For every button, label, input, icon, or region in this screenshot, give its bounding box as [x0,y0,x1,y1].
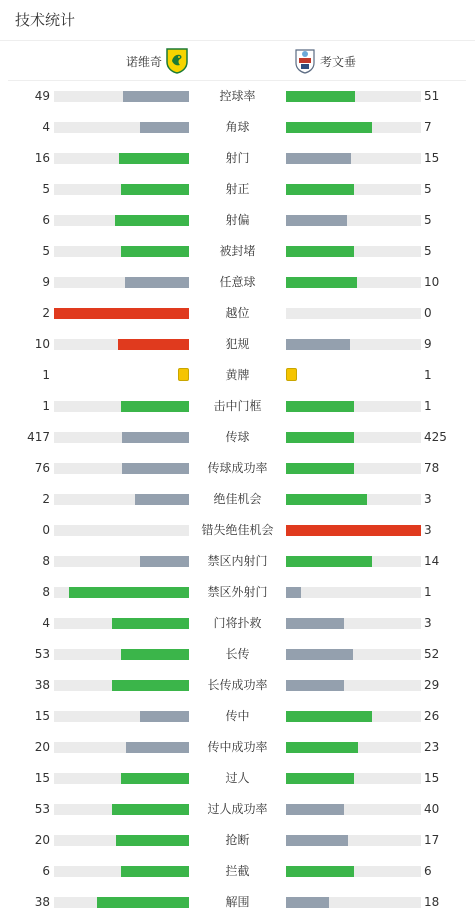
away-value: 425 [424,430,447,444]
away-value: 3 [424,616,432,630]
stat-label: 射正 [225,182,250,196]
home-bar-fill [112,804,189,815]
stat-row [0,360,475,391]
away-value: 3 [424,492,432,506]
away-value: 5 [424,244,432,258]
away-bar-track [286,153,421,164]
away-bar-track [286,680,421,691]
stat-label: 传球 [225,430,250,444]
home-bar-fill [121,184,189,195]
away-value: 0 [424,306,432,320]
stat-label: 拦截 [225,864,250,878]
stat-label: 传中成功率 [207,740,268,754]
stat-row [0,701,475,732]
away-bar-track [286,246,421,257]
stat-label: 被封堵 [219,244,256,258]
stat-label: 犯规 [225,337,250,351]
stat-row [0,298,475,329]
stat-row [0,515,475,546]
stat-row [0,422,475,453]
away-bar-fill [286,649,353,660]
away-bar-track [286,897,421,908]
home-value: 2 [42,306,50,320]
home-bar-track [54,401,189,412]
home-bar-track [54,463,189,474]
stat-label: 禁区内射门 [207,554,268,568]
away-value: 29 [424,678,440,692]
stat-row [0,112,475,143]
away-value: 23 [424,740,440,754]
away-value: 26 [424,709,440,723]
away-value: 51 [424,89,440,103]
home-bar-track [54,866,189,877]
away-bar-track [286,215,421,226]
away-bar-fill [286,866,354,877]
home-value: 10 [34,337,50,351]
away-bar-track [286,835,421,846]
home-bar-track [54,649,189,660]
home-value: 1 [42,399,50,413]
away-value: 15 [424,771,440,785]
away-value: 78 [424,461,440,475]
home-value: 9 [42,275,50,289]
stat-row [0,856,475,887]
stat-row [0,391,475,422]
stat-row [0,453,475,484]
home-yellow-card-icon [178,368,189,381]
stat-label: 门将扑救 [213,616,262,630]
away-value: 10 [424,275,440,289]
home-value: 38 [34,678,50,692]
home-value: 4 [42,616,50,630]
home-bar-track [54,618,189,629]
away-bar-fill [286,525,421,536]
away-bar-track [286,122,421,133]
stat-label: 传中 [225,709,250,723]
stat-label: 过人 [225,771,250,785]
home-bar-track [54,680,189,691]
home-bar-fill [125,277,189,288]
home-bar-fill [121,773,189,784]
stat-row [0,639,475,670]
away-bar-track [286,649,421,660]
home-bar-fill [115,215,189,226]
stat-row [0,577,475,608]
home-bar-fill [123,91,189,102]
away-bar-fill [286,463,354,474]
away-bar-fill [286,122,372,133]
stat-row [0,546,475,577]
home-bar-track [54,432,189,443]
home-bar-fill [97,897,189,908]
away-value: 3 [424,523,432,537]
home-value: 6 [42,864,50,878]
home-bar-track [54,215,189,226]
stat-label: 长传成功率 [207,678,268,692]
away-bar-fill [286,184,354,195]
away-value: 1 [424,399,432,413]
away-team[interactable] [294,41,356,81]
stat-label: 射门 [225,151,250,165]
away-bar-track [286,432,421,443]
away-value: 40 [424,802,440,816]
home-bar-fill [140,122,189,133]
home-value: 53 [34,802,50,816]
home-value: 417 [27,430,50,444]
away-bar-track [286,401,421,412]
away-bar-fill [286,91,355,102]
away-bar-fill [286,804,344,815]
stat-row [0,608,475,639]
stat-row [0,484,475,515]
home-value: 20 [34,740,50,754]
teams-header [8,41,466,81]
home-value: 1 [42,368,50,382]
away-value: 9 [424,337,432,351]
home-bar-track [54,91,189,102]
stat-label: 长传 [225,647,250,661]
away-value: 7 [424,120,432,134]
away-bar-fill [286,339,350,350]
home-value: 4 [42,120,50,134]
home-bar-track [54,246,189,257]
home-value: 8 [42,585,50,599]
away-bar-fill [286,587,301,598]
home-bar-fill [121,649,189,660]
home-value: 20 [34,833,50,847]
home-value: 5 [42,244,50,258]
away-bar-track [286,804,421,815]
home-bar-fill [112,618,189,629]
stat-label: 抢断 [225,833,250,847]
home-bar-fill [112,680,189,691]
stat-label: 越位 [225,306,250,320]
home-bar-track [54,494,189,505]
stat-label: 禁区外射门 [207,585,268,599]
home-bar-fill [140,556,189,567]
away-bar-fill [286,618,344,629]
away-bar-fill [286,556,372,567]
home-bar-track [54,835,189,846]
stat-label: 射偏 [225,213,250,227]
away-bar-fill [286,432,354,443]
stat-label: 绝佳机会 [213,492,262,506]
home-bar-fill [122,432,189,443]
away-bar-fill [286,277,357,288]
stat-row [0,670,475,701]
home-bar-track [54,804,189,815]
away-bar-fill [286,215,347,226]
stat-label: 解围 [225,895,250,909]
home-value: 53 [34,647,50,661]
stat-row [0,236,475,267]
away-bar-track [286,773,421,784]
home-bar-track [54,525,189,536]
away-bar-track [286,711,421,722]
home-value: 8 [42,554,50,568]
stat-label: 黄牌 [225,368,250,382]
away-value: 1 [424,585,432,599]
home-team-name: 诺维奇 [126,54,163,69]
away-team-name: 考文垂 [320,54,357,69]
away-bar-track [286,277,421,288]
away-bar-fill [286,680,344,691]
home-bar-track [54,587,189,598]
stat-label: 任意球 [219,275,256,289]
away-value: 14 [424,554,440,568]
home-bar-fill [121,246,189,257]
away-bar-fill [286,401,354,412]
home-bar-fill [119,153,189,164]
home-value: 6 [42,213,50,227]
away-bar-track [286,463,421,474]
away-yellow-card-icon [286,368,297,381]
home-bar-fill [118,339,189,350]
stat-label: 角球 [225,120,250,134]
stat-row [0,205,475,236]
home-value: 5 [42,182,50,196]
stat-row [0,825,475,856]
home-bar-fill [69,587,189,598]
stat-label: 击中门框 [213,399,262,413]
away-bar-track [286,587,421,598]
stat-row [0,887,475,918]
away-bar-track [286,618,421,629]
stat-label: 过人成功率 [207,802,268,816]
page-title: 技术统计 [15,11,76,29]
home-bar-track [54,556,189,567]
away-bar-track [286,556,421,567]
stat-label: 控球率 [219,89,256,103]
away-bar-fill [286,742,358,753]
home-value: 16 [34,151,50,165]
stat-row [0,794,475,825]
away-bar-fill [286,835,348,846]
away-bar-track [286,184,421,195]
stat-row [0,81,475,112]
stat-row [0,763,475,794]
away-bar-track [286,91,421,102]
away-value: 15 [424,151,440,165]
home-bar-fill [135,494,189,505]
home-bar-track [54,897,189,908]
away-bar-track [286,339,421,350]
home-team[interactable] [126,41,188,81]
away-value: 18 [424,895,440,909]
stat-row [0,732,475,763]
home-bar-track [54,184,189,195]
home-bar-track [54,122,189,133]
stat-row [0,267,475,298]
home-bar-fill [121,866,189,877]
home-value: 76 [34,461,50,475]
away-bar-track [286,742,421,753]
home-bar-fill [126,742,189,753]
stat-row [0,329,475,360]
home-team-logo-icon [166,48,188,74]
away-bar-fill [286,773,354,784]
home-bar-track [54,742,189,753]
away-value: 5 [424,213,432,227]
home-bar-track [54,153,189,164]
away-bar-fill [286,153,351,164]
home-bar-fill [116,835,189,846]
away-bar-track [286,866,421,877]
home-bar-fill [122,463,189,474]
home-bar-track [54,339,189,350]
away-bar-fill [286,711,372,722]
stat-row [0,143,475,174]
away-value: 6 [424,864,432,878]
home-bar-track [54,711,189,722]
stat-label: 错失绝佳机会 [201,523,274,537]
stat-label: 传球成功率 [207,461,268,475]
stat-row [0,174,475,205]
away-bar-track [286,494,421,505]
away-bar-track [286,308,421,319]
away-bar-fill [286,897,329,908]
away-bar-fill [286,246,354,257]
home-value: 0 [42,523,50,537]
away-value: 1 [424,368,432,382]
away-value: 52 [424,647,440,661]
away-bar-fill [286,494,367,505]
away-bar-track [286,525,421,536]
home-value: 38 [34,895,50,909]
home-value: 49 [34,89,50,103]
home-bar-track [54,277,189,288]
home-bar-fill [54,308,189,319]
away-value: 5 [424,182,432,196]
away-team-logo-icon [294,48,316,74]
home-bar-fill [140,711,189,722]
home-value: 15 [34,709,50,723]
home-bar-fill [121,401,189,412]
home-value: 15 [34,771,50,785]
home-bar-track [54,308,189,319]
home-bar-track [54,773,189,784]
home-value: 2 [42,492,50,506]
away-value: 17 [424,833,440,847]
